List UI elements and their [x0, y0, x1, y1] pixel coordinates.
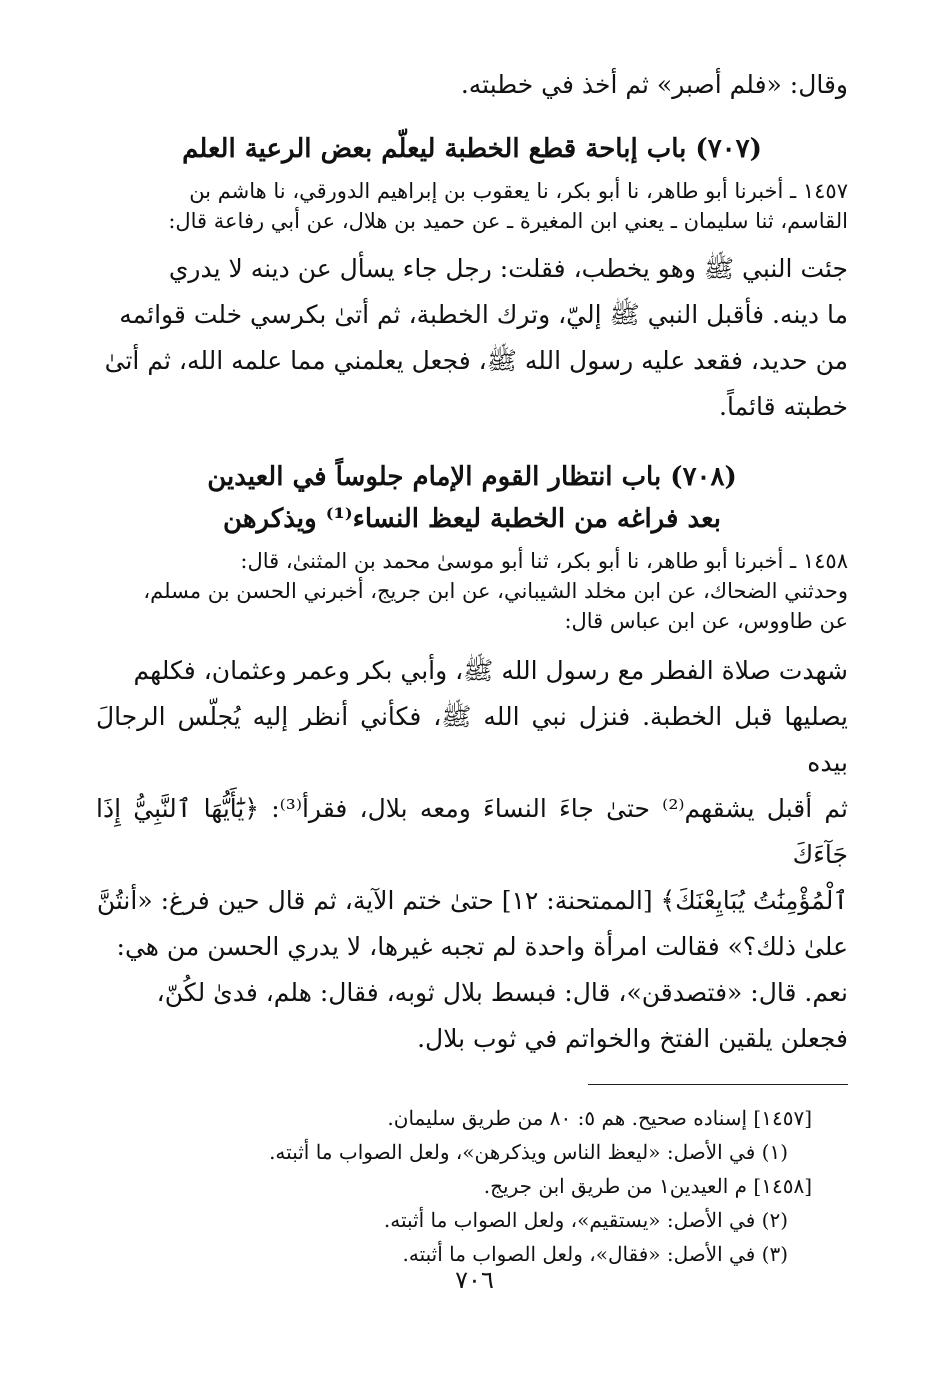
hadith-text-1457 [96, 246, 848, 430]
footnote-source-1457: [١٤٥٧] إسناده صحيح. هم ٥: ٨٠ من طريق سليمان. [387, 1106, 812, 1130]
section-heading-708 [96, 456, 848, 540]
text-line: نعم. قال: «فتصدقن»، قال: فبسط بلال ثوبه، فقال: هلم، فدىٰ لكُنّ، [156, 978, 848, 1007]
text-line: علىٰ ذلك؟» فقالت امرأة واحدة لم تجبه غيرها، لا يدري الحسن من هي: [116, 932, 848, 961]
isnad-line: وحدثني الضحاك، عن ابن مخلد الشيباني، عن ابن جريج، أخبرني الحسن بن مسلم، [143, 579, 848, 603]
text-line: فجعلن يلقين الفتخ والخواتم في ثوب بلال. [417, 1024, 848, 1053]
footnote-3: (٣) في الأصل: «فقال»، ولعل الصواب ما أثبته. [402, 1242, 788, 1266]
text-line: من حديد، فقعد عليه رسول الله ﷺ، فجعل يعلمني مما علمه الله، ثم أتىٰ [104, 346, 848, 375]
footnotes [96, 1101, 848, 1271]
heading-line: بعد فراغه من الخطبة ليعظ النساء⁽¹⁾ ويذكرهن [223, 504, 721, 534]
section-heading-707: (٧٠٧) باب إباحة قطع الخطبة ليعلّم بعض الرعية العلم [182, 134, 762, 164]
text-line: ٱلْمُؤْمِنَٰتُ يُبَايِعْنَكَ﴾ [الممتحنة: ١٢] حتىٰ ختم الآية، ثم قال حين فرغ: «أنتُنَّ [96, 886, 848, 915]
isnad-1458 [96, 546, 848, 636]
text-line: شهدت صلاة الفطر مع رسول الله ﷺ، وأبي بكر وعمر وعثمان، فكلهم [133, 656, 848, 685]
isnad-1457 [96, 176, 848, 236]
page-content [96, 62, 848, 1271]
isnad-line: ١٤٥٧ ـ أخبرنا أبو طاهر، نا أبو بكر، نا يعقوب بن إبراهيم الدورقي، نا هاشم بن [189, 179, 848, 203]
heading-line: (٧٠٨) باب انتظار القوم الإمام جلوساً في العيدين [207, 462, 737, 492]
footnote-2: (٢) في الأصل: «يستقيم»، ولعل الصواب ما أثبته. [383, 1208, 788, 1232]
isnad-line: القاسم، ثنا سليمان ـ يعني ابن المغيرة ـ عن حميد بن هلال، عن أبي رفاعة قال: [168, 209, 848, 233]
text-line: يصليها قبل الخطبة. فنزل نبي الله ﷺ، فكأني أنظر إليه يُجلّس الرجالَ بيده [96, 702, 848, 777]
intro-line: وقال: «فلم أصبر» ثم أخذ في خطبته. [460, 70, 848, 99]
text-line: خطبته قائماً. [719, 392, 848, 421]
footnote-1: (١) في الأصل: «ليعظ الناس ويذكرهن»، ولعل الصواب ما أثبته. [269, 1140, 788, 1164]
hadith-text-1458 [96, 648, 848, 1062]
footnote-source-1458: [١٤٥٨] م العيدين١ من طريق ابن جريج. [483, 1174, 812, 1198]
isnad-line: عن طاووس، عن ابن عباس قال: [564, 609, 848, 633]
page-number: ٧٠٦ [455, 1266, 494, 1294]
text-line: ما دينه. فأقبل النبي ﷺ إليّ، وترك الخطبة، ثم أتىٰ بكرسي خلت قوائمه [119, 300, 848, 329]
isnad-line: ١٤٥٨ ـ أخبرنا أبو طاهر، نا أبو بكر، ثنا أبو موسىٰ محمد بن المثنىٰ، قال: [240, 549, 848, 573]
text-line: ثم أقبل يشقهم⁽²⁾ حتىٰ جاءَ النساءَ ومعه بلال، فقرأ⁽³⁾: ﴿يَٰٓأَيُّهَا ٱلنَّبِيُّ إِذَا جَآءَكَ [96, 794, 848, 869]
footnote-divider [588, 1084, 848, 1085]
text-line: جئت النبي ﷺ وهو يخطب، فقلت: رجل جاء يسأل عن دينه لا يدري [168, 254, 848, 283]
